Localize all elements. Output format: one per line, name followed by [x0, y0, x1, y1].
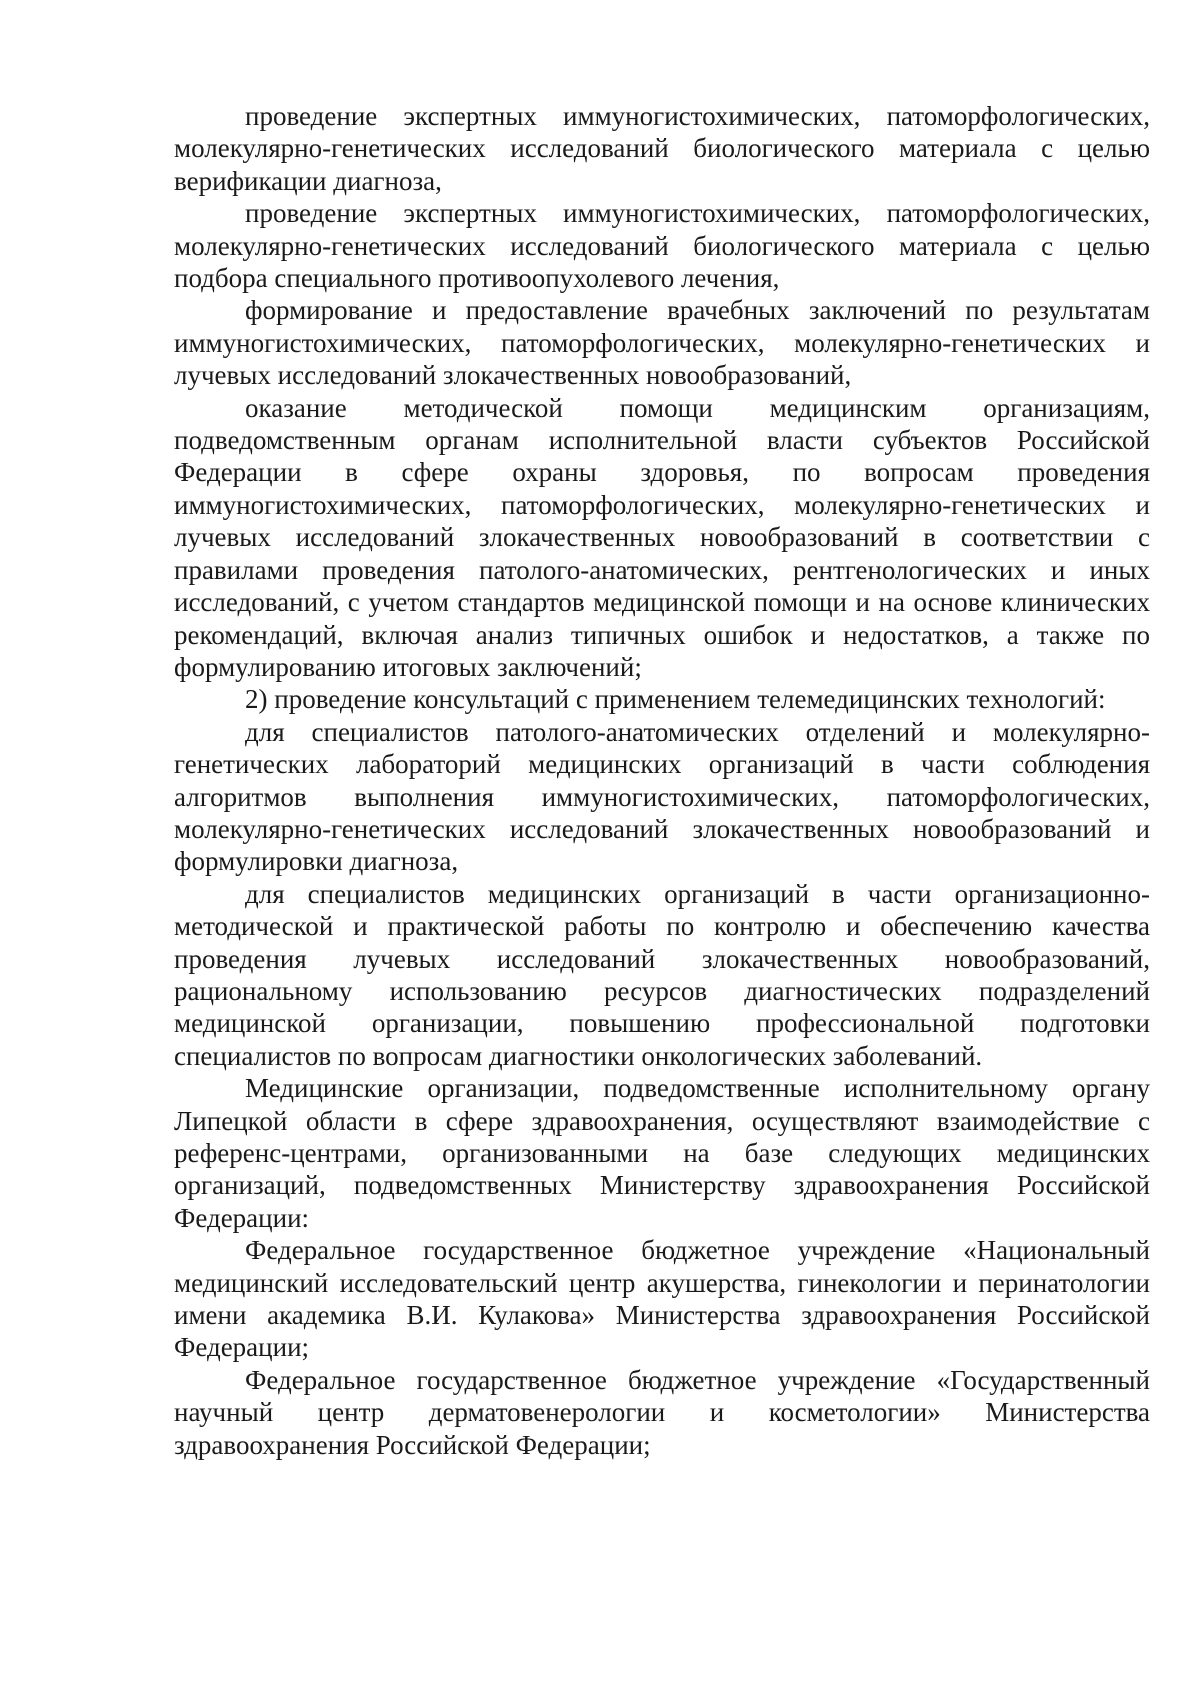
paragraph-verification: проведение экспертных иммуногистохимических, патоморфологических, молекулярно-генетических исследований биологического материала с целью верификации диагноза,	[174, 101, 1150, 196]
paragraph-medical-specialists: для специалистов медицинских организаций в части организационно-методической и практической работы по контролю и обеспечению качества проведения лучевых исследований злокачественных новообразований, рациональному использованию ресурсов диагностических подразделений медицинской организации, повышению профессиональной подготовки специалистов по вопросам диагностики онкологических заболеваний.	[174, 878, 1150, 1071]
paragraph-dermatovenereology-center: Федеральное государственное бюджетное учреждение «Государственный научный центр дерматовенерологии и косметологии» Министерства здравоохранения Российской Федерации;	[174, 1364, 1150, 1460]
paragraph-item-2-telemedicine: 2) проведение консультаций с применением телемедицинских технологий:	[245, 684, 1106, 715]
document-page	[174, 100, 1150, 1461]
paragraph-treatment-selection: проведение экспертных иммуногистохимических, патоморфологических, молекулярно-генетических исследований биологического материала с целью подбора специального противоопухолевого лечения,	[174, 198, 1150, 294]
paragraph-medical-conclusions: формирование и предоставление врачебных заключений по результатам иммуногистохимических, патоморфологических, молекулярно-генетических и лучевых исследований злокачественных новообразований,	[174, 295, 1150, 391]
paragraph-kulakov-center: Федеральное государственное бюджетное учреждение «Национальный медицинский исследовательский центр акушерства, гинекологии и перинатологии имени академика В.И. Кулакова» Министерства здравоохранения Российской Федерации;	[174, 1235, 1150, 1363]
paragraph-methodical-assistance: оказание методической помощи медицинским организациям, подведомственным органам исполнительной власти субъектов Российской Федерации в сфере охраны здоровья, по вопросам проведения иммуногистохимических, патоморфологических, молекулярно-генетических и лучевых исследований злокачественных новообразований в соответствии с правилами проведения патолого-анатомических, рентгенологических и иных исследований, с учетом стандартов медицинской помощи и на основе клинических рекомендаций, включая анализ типичных ошибок и недостатков, а также по формулированию итоговых заключений;	[174, 392, 1150, 682]
paragraph-pathology-specialists: для специалистов патолого-анатомических отделений и молекулярно-генетических лабораторий медицинских организаций в части соблюдения алгоритмов выполнения иммуногистохимических, патоморфологических, молекулярно-генетических исследований злокачественных новообразований и формулировки диагноза,	[174, 716, 1150, 877]
paragraph-lipetsk-organizations: Медицинские организации, подведомственные исполнительному органу Липецкой области в сфере здравоохранения, осуществляют взаимодействие с референс-центрами, организованными на базе следующих медицинских организаций, подведомственных Министерству здравоохранения Российской Федерации:	[174, 1073, 1150, 1233]
